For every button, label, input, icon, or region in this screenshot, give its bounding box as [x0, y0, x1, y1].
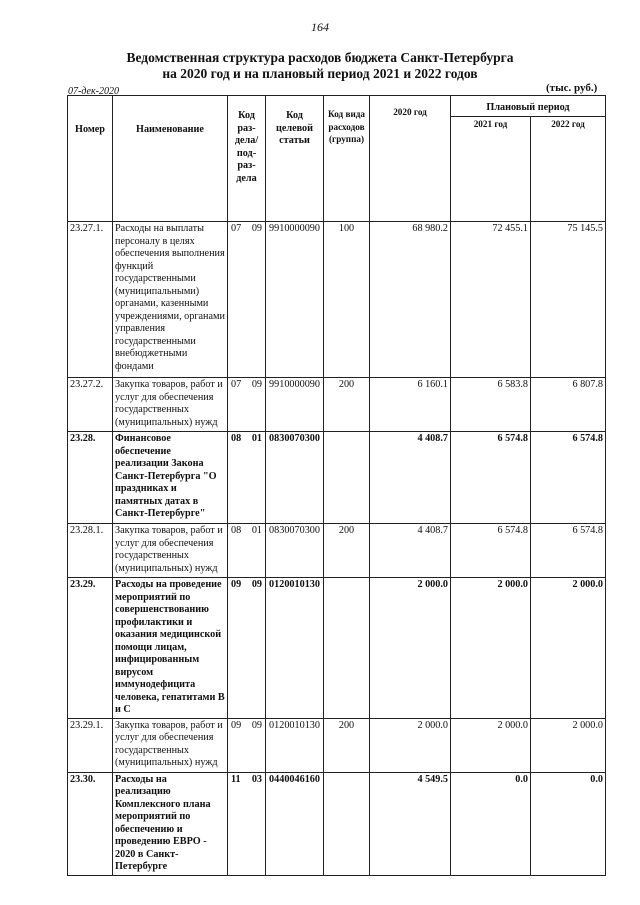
- row-2021: 2 000.0: [451, 718, 531, 772]
- row-name: Финансовое обеспечение реализации Закона Санкт-Петербурга "О праздниках и памятных датах в Санкт-Петербурге": [113, 432, 228, 524]
- row-razdel: 09 09: [228, 718, 266, 772]
- row-number: 23.28.: [68, 432, 113, 524]
- row-name: Расходы на выплаты персоналу в целях обеспечения выполнения функций государственными (муниципальными) органами, казенными учреждениями, органами управления государственными внебюджетными фондами: [113, 222, 228, 378]
- row-2022: 75 145.5: [531, 222, 606, 378]
- row-2021: 72 455.1: [451, 222, 531, 378]
- row-vid: [324, 578, 370, 719]
- header-number: Номер: [68, 96, 113, 222]
- row-target: 0120010130: [266, 578, 324, 719]
- row-razdel: 08 01: [228, 432, 266, 524]
- header-2020: 2020 год: [370, 96, 451, 222]
- row-2021: 6 583.8: [451, 378, 531, 432]
- row-number: 23.27.1.: [68, 222, 113, 378]
- table-row: [68, 578, 606, 719]
- row-number: 23.27.2.: [68, 378, 113, 432]
- row-vid: [324, 432, 370, 524]
- row-number: 23.30.: [68, 772, 113, 875]
- header-planned: Плановый период: [451, 96, 606, 117]
- row-number: 23.28.1.: [68, 524, 113, 578]
- page-number: 164: [311, 20, 329, 34]
- row-number: 23.29.1.: [68, 718, 113, 772]
- row-2020: 4 549.5: [370, 772, 451, 875]
- row-razdel: 11 03: [228, 772, 266, 875]
- row-name: Расходы на проведение мероприятий по совершенствованию профилактики и оказания медицинской помощи лицам, инфицированным вирусом иммунодефицита человека, гепатитами B и C: [113, 578, 228, 719]
- row-name: Закупка товаров, работ и услуг для обеспечения государственных (муниципальных) нужд: [113, 718, 228, 772]
- row-2022: 6 807.8: [531, 378, 606, 432]
- row-name: Закупка товаров, работ и услуг для обеспечения государственных (муниципальных) нужд: [113, 378, 228, 432]
- row-vid: 200: [324, 718, 370, 772]
- row-2021: 6 574.8: [451, 432, 531, 524]
- row-target: 0120010130: [266, 718, 324, 772]
- title-line-2: на 2020 год и на плановый период 2021 и 2022 годов: [162, 66, 478, 81]
- row-2021: 6 574.8: [451, 524, 531, 578]
- document-date: 07-дек-2020: [68, 86, 119, 97]
- row-target: 0830070300: [266, 432, 324, 524]
- row-2022: 0.0: [531, 772, 606, 875]
- table-row: [68, 772, 606, 875]
- header-razdel: Код раз-дела/ под-раз-дела: [228, 96, 266, 222]
- row-2022: 2 000.0: [531, 578, 606, 719]
- table-row: [68, 718, 606, 772]
- row-2022: 6 574.8: [531, 524, 606, 578]
- row-target: 0440046160: [266, 772, 324, 875]
- table-row: [68, 378, 606, 432]
- row-name: Расходы на реализацию Комплексного плана мероприятий по обеспечению и проведению ЕВРО - 2020 в Санкт-Петербурге: [113, 772, 228, 875]
- row-razdel: 08 01: [228, 524, 266, 578]
- units-label: (тыс. руб.): [546, 82, 598, 94]
- row-vid: 200: [324, 378, 370, 432]
- row-2020: 4 408.7: [370, 432, 451, 524]
- row-target: 0830070300: [266, 524, 324, 578]
- row-razdel: 07 09: [228, 378, 266, 432]
- table-row: [68, 524, 606, 578]
- header-name: Наименование: [113, 96, 228, 222]
- row-2020: 2 000.0: [370, 718, 451, 772]
- header-2022: 2022 год: [531, 117, 606, 222]
- row-2020: 68 980.2: [370, 222, 451, 378]
- row-2020: 4 408.7: [370, 524, 451, 578]
- row-2021: 2 000.0: [451, 578, 531, 719]
- document-title: [0, 50, 640, 82]
- row-2022: 6 574.8: [531, 432, 606, 524]
- row-vid: 200: [324, 524, 370, 578]
- row-2020: 6 160.1: [370, 378, 451, 432]
- header-2021: 2021 год: [451, 117, 531, 222]
- title-line-1: Ведомственная структура расходов бюджета Санкт-Петербурга: [126, 50, 514, 65]
- row-2020: 2 000.0: [370, 578, 451, 719]
- row-razdel: 09 09: [228, 578, 266, 719]
- table-row: [68, 222, 606, 378]
- row-target: 9910000090: [266, 378, 324, 432]
- header-target: Код целевой статьи: [266, 96, 324, 222]
- row-target: 9910000090: [266, 222, 324, 378]
- header-vid: Код вида расходов (группа): [324, 96, 370, 222]
- row-razdel: 07 09: [228, 222, 266, 378]
- row-2022: 2 000.0: [531, 718, 606, 772]
- row-vid: 100: [324, 222, 370, 378]
- table-row: [68, 432, 606, 524]
- row-name: Закупка товаров, работ и услуг для обеспечения государственных (муниципальных) нужд: [113, 524, 228, 578]
- row-vid: [324, 772, 370, 875]
- budget-table: [67, 95, 606, 876]
- row-number: 23.29.: [68, 578, 113, 719]
- row-2021: 0.0: [451, 772, 531, 875]
